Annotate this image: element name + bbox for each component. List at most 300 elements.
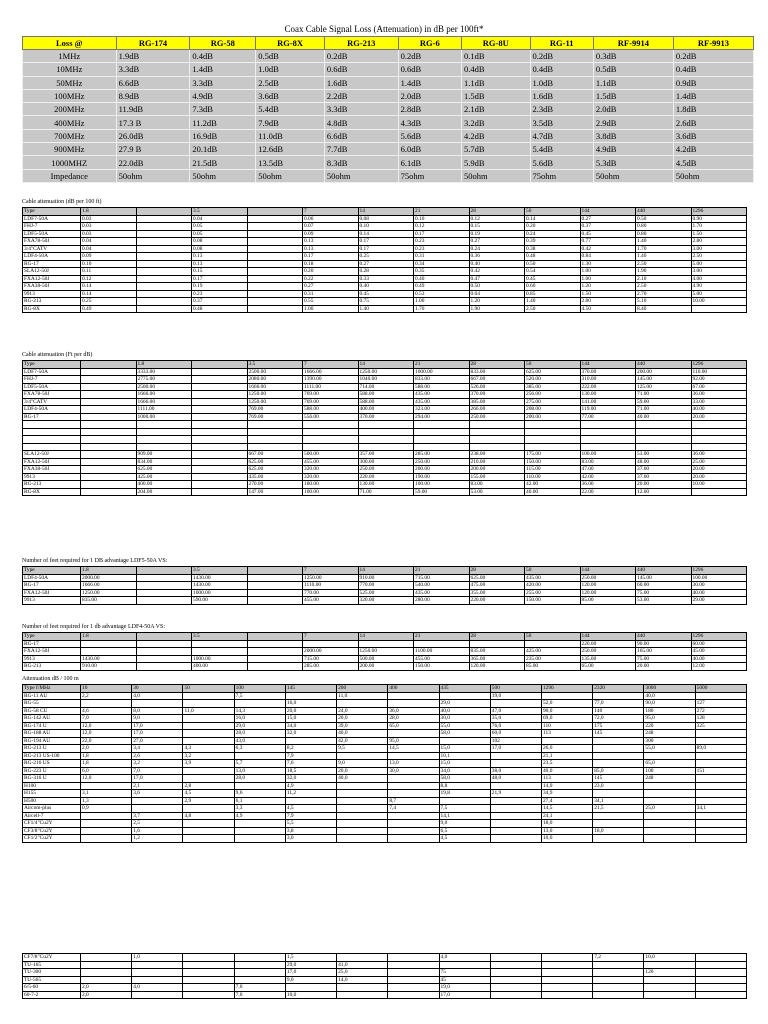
value-cell: 1111.00 [136,406,192,414]
value-cell: 15,0 [439,760,490,768]
value-cell [81,827,132,835]
value-cell [636,421,692,429]
value-cell: 71.00 [636,391,692,399]
value-cell: 455.00 [303,597,359,605]
value-cell: 175 [593,722,644,730]
value-cell: 151 [695,767,746,775]
value-cell [358,421,414,429]
summary-row [23,143,754,156]
value-cell: 400.00 [192,663,248,671]
summary-cell: 6.6dB [324,129,398,142]
value-cell: 2.50 [636,283,692,291]
row-type-cell: RG-8X [23,305,81,313]
summary-cell: 200MHz [23,103,117,116]
summary-cell: 0.4dB [530,63,593,76]
value-cell [247,260,303,268]
value-cell: 588.00 [358,391,414,399]
value-cell [490,835,541,843]
value-cell [695,752,746,760]
value-cell: 60.00 [636,582,692,590]
value-cell: 0.49 [414,283,470,291]
table-row [23,984,747,992]
value-cell [541,984,592,992]
value-cell [644,790,695,798]
value-cell: 770.00 [303,589,359,597]
value-cell [247,582,303,590]
summary-header-cell: RG-8X [256,37,325,50]
value-cell: 7,5 [439,805,490,813]
summary-cell: 0.9dB [673,76,753,89]
value-cell [593,835,644,843]
value-cell: 6,1 [234,797,285,805]
value-cell: 14,0 [541,782,592,790]
value-cell: 0.80 [636,230,692,238]
value-cell: 0.38 [525,245,581,253]
value-cell [247,283,303,291]
table-row [23,835,747,843]
value-cell: 7,0 [132,767,183,775]
table-row [23,812,747,820]
value-cell: 180.00 [303,481,359,489]
value-cell: 0.03 [81,230,137,238]
value-cell: 180 [644,707,695,715]
row-type-cell: LDF4-50A [23,574,81,582]
value-cell: 75 [439,969,490,977]
row-type-cell [23,421,81,429]
value-cell: 110 [541,722,592,730]
value-cell: 2,0 [81,745,132,753]
table-header-row [23,685,747,693]
value-cell: 0.09 [303,230,359,238]
table-header-cell [192,361,248,369]
value-cell: 30.00 [691,582,747,590]
row-type-cell: H155 [23,790,81,798]
summary-cell: 5.7dB [461,143,530,156]
value-cell [593,991,644,999]
value-cell: 310.00 [580,376,636,384]
value-cell [303,443,359,451]
value-cell: 110.00 [691,368,747,376]
value-cell: 200.00 [414,466,470,474]
value-cell [580,428,636,436]
value-cell [695,976,746,984]
value-cell: 370.00 [469,391,525,399]
value-cell: 2080.00 [247,376,303,384]
summary-cell: 75ohm [530,169,593,182]
value-cell: 425.00 [136,473,192,481]
summary-cell: 6.1dB [398,156,461,169]
value-cell [81,700,132,708]
summary-cell: 27.9 B [116,143,190,156]
value-cell: 190.00 [414,473,470,481]
value-cell: 1,2 [132,835,183,843]
value-cell: 0.25 [358,253,414,261]
value-cell: 1100.00 [414,648,470,656]
table-header-cell: 440 [636,633,692,641]
value-cell: 9,0 [439,820,490,828]
summary-cell: 700MHz [23,129,117,142]
table-row [23,368,747,376]
value-cell: 2000.00 [81,574,137,582]
value-cell [644,797,695,805]
value-cell [695,961,746,969]
summary-cell: 1.5dB [593,89,673,102]
value-cell: 113 [541,775,592,783]
value-cell [183,767,234,775]
value-cell: 714.00 [358,383,414,391]
value-cell [644,812,695,820]
value-cell: 1430.00 [192,574,248,582]
value-cell: 0.36 [469,253,525,261]
value-cell: 40.00 [636,413,692,421]
value-cell: 15,0 [285,715,336,723]
attenuation-table [22,953,747,999]
value-cell: 53.00 [469,488,525,496]
summary-header-cell: RG-213 [324,37,398,50]
value-cell: 0.45 [525,275,581,283]
value-cell: 150.00 [525,597,581,605]
row-type-cell [23,428,81,436]
value-cell [695,835,746,843]
value-cell [695,820,746,828]
table-header-cell [81,361,137,369]
value-cell: 4,9 [285,782,336,790]
value-cell: 0.14 [525,215,581,223]
value-cell [81,640,137,648]
value-cell [81,421,137,429]
value-cell [593,820,644,828]
table-header-cell: 10 [81,685,132,693]
value-cell [136,655,192,663]
summary-cell: 4.8dB [324,116,398,129]
value-cell: 910.00 [358,574,414,582]
value-cell [132,961,183,969]
value-cell: 0.24 [525,230,581,238]
value-cell [469,421,525,429]
value-cell: 20.00 [636,663,692,671]
value-cell: 0.14 [358,230,414,238]
value-cell [469,640,525,648]
table-header-row [23,567,747,575]
summary-cell: 10MHz [23,63,117,76]
value-cell: 0.23 [414,245,470,253]
table-header-cell: 14 [358,208,414,216]
summary-cell: 3.3dB [190,76,256,89]
table-header-cell: 50 [525,361,581,369]
value-cell [192,436,248,444]
row-type-cell: RG-213 [23,663,81,671]
value-cell: 12,0 [81,775,132,783]
value-cell: 140 [593,707,644,715]
value-cell: 0.14 [81,290,137,298]
value-cell [81,443,137,451]
value-cell: 13,0 [234,767,285,775]
value-cell: 120.00 [469,663,525,671]
value-cell [192,466,248,474]
value-cell: 3,8 [285,827,336,835]
table-row [23,466,747,474]
value-cell: 2.50 [691,253,747,261]
value-cell: 24,0 [337,707,388,715]
summary-cell: 5.4dB [256,103,325,116]
value-cell: 17,0 [490,745,541,753]
value-cell [81,428,137,436]
value-cell: 400.00 [358,406,414,414]
value-cell: 1430.00 [192,582,248,590]
value-cell: 0.08 [358,215,414,223]
table-row [23,283,747,291]
row-type-cell: FXA78-50J [23,238,81,246]
summary-cell: 0.3dB [593,50,673,63]
value-cell: 370.00 [580,368,636,376]
value-cell [136,574,192,582]
value-cell [490,991,541,999]
value-cell: 320.00 [303,466,359,474]
value-cell [183,991,234,999]
summary-cell: 4.3dB [398,116,461,129]
value-cell: 2.80 [580,298,636,306]
value-cell: 4,5 [439,835,490,843]
value-cell: 17,0 [285,969,336,977]
value-cell [247,238,303,246]
value-cell: 275.00 [525,398,581,406]
table-header-cell: 144 [580,633,636,641]
value-cell [136,582,192,590]
value-cell [81,954,132,962]
value-cell: 11,0 [183,707,234,715]
value-cell: 280.00 [414,597,470,605]
value-cell: 0.17 [414,230,470,238]
value-cell [337,835,388,843]
value-cell: 90,0 [541,707,592,715]
summary-cell: 400MHz [23,116,117,129]
value-cell: 1.40 [636,238,692,246]
value-cell: 16,0 [234,715,285,723]
summary-row [23,103,754,116]
value-cell [695,782,746,790]
value-cell: 60.00 [691,640,747,648]
value-cell [644,961,695,969]
row-type-cell: RG-216 US [23,760,81,768]
value-cell [695,730,746,738]
value-cell [285,984,336,992]
value-cell: 0.13 [192,253,248,261]
table-header-row [23,361,747,369]
summary-cell: 0.4dB [673,63,753,76]
value-cell: 1666.00 [303,368,359,376]
value-cell [81,466,137,474]
table-row [23,260,747,268]
value-cell: 17,0 [132,730,183,738]
value-cell: 23,5 [541,760,592,768]
value-cell: 0.40 [469,260,525,268]
value-cell: 30,0 [439,715,490,723]
value-cell: 147.00 [247,488,303,496]
value-cell: 1,8 [81,760,132,768]
value-cell [490,969,541,977]
value-cell: 834.00 [136,458,192,466]
value-cell [388,730,439,738]
value-cell: 0.05 [192,230,248,238]
value-cell: 0.80 [636,223,692,231]
value-cell: 220.00 [358,473,414,481]
summary-row [23,89,754,102]
table-row [23,298,747,306]
value-cell [388,812,439,820]
table-header-cell: 7 [303,567,359,575]
table-header-cell: 1.8 [81,567,137,575]
value-cell: 12,0 [81,722,132,730]
value-cell [136,640,192,648]
value-cell [337,790,388,798]
summary-cell: 50ohm [324,169,398,182]
value-cell: 69,0 [541,715,592,723]
summary-cell: 1.0dB [530,76,593,89]
value-cell [644,835,695,843]
summary-cell: 3.6dB [256,89,325,102]
value-cell [136,215,192,223]
table-row [23,722,747,730]
value-cell [691,488,747,496]
summary-cell: 12.6dB [256,143,325,156]
table-header-cell: Type [23,633,81,641]
table-row [23,443,747,451]
value-cell: 14,1 [439,812,490,820]
summary-header-cell: RF-9913 [673,37,753,50]
value-cell: 45.00 [691,648,747,656]
value-cell: 14,0 [337,976,388,984]
value-cell [490,976,541,984]
value-cell: 21,9 [490,790,541,798]
value-cell [695,790,746,798]
value-cell: 65.00 [580,663,636,671]
value-cell: 1000.00 [192,589,248,597]
value-cell: 0.33 [358,275,414,283]
summary-cell: 5.3dB [593,156,673,169]
value-cell [81,451,137,459]
value-cell [136,421,192,429]
value-cell: 77,0 [593,700,644,708]
value-cell: 540.00 [414,582,470,590]
value-cell [136,268,192,276]
row-type-cell [23,436,81,444]
value-cell: 2.10 [636,275,692,283]
table-row [23,481,747,489]
value-cell: 55,0 [644,745,695,753]
value-cell [541,969,592,977]
value-cell [541,954,592,962]
value-cell: 113 [541,730,592,738]
value-cell [247,298,303,306]
value-cell: 1250.00 [358,368,414,376]
value-cell: 18,5 [285,767,336,775]
table-row [23,745,747,753]
value-cell [285,737,336,745]
table-header-cell: 7 [303,633,359,641]
summary-cell: 1.4dB [673,89,753,102]
summary-cell: 50ohm [116,169,190,182]
table-header-cell: 1296 [691,208,747,216]
value-cell: 0.12 [414,223,470,231]
value-cell: 0.50 [636,215,692,223]
value-cell [490,984,541,992]
row-type-cell: 9913 [23,473,81,481]
value-cell: 2.50 [636,260,692,268]
value-cell [247,290,303,298]
value-cell: 2500.00 [247,368,303,376]
value-cell: 110.00 [525,473,581,481]
value-cell: 1.40 [525,298,581,306]
table-header-cell: 50 [525,208,581,216]
row-type-cell: LDF4-50A [23,406,81,414]
value-cell: 220.00 [580,640,636,648]
value-cell [192,368,248,376]
value-cell: 590.00 [192,597,248,605]
value-cell: 385.00 [525,383,581,391]
table-row [23,428,747,436]
table-row [23,760,747,768]
value-cell: 525.00 [358,589,414,597]
value-cell [388,976,439,984]
value-cell: 355.00 [469,589,525,597]
summary-cell: 4.9dB [593,143,673,156]
value-cell: 1.50 [691,230,747,238]
value-cell: 9,0 [132,715,183,723]
value-cell [388,961,439,969]
value-cell: 17,0 [439,991,490,999]
value-cell: 769.00 [303,398,359,406]
value-cell [192,428,248,436]
value-cell [192,383,248,391]
value-cell: 1.00 [580,275,636,283]
summary-cell: 3.5dB [530,116,593,129]
value-cell [593,692,644,700]
value-cell [234,827,285,835]
value-cell: 0.34 [414,260,470,268]
value-cell: 420.00 [525,582,581,590]
value-cell [234,961,285,969]
value-cell [388,692,439,700]
value-cell: 53.00 [636,451,692,459]
value-cell: 65,0 [388,722,439,730]
value-cell: 4.00 [691,275,747,283]
value-cell: 0.07 [303,223,359,231]
table-row [23,451,747,459]
summary-header-cell: RG-174 [116,37,190,50]
value-cell [183,961,234,969]
value-cell [593,984,644,992]
value-cell: 76,0 [490,722,541,730]
value-cell [439,692,490,700]
value-cell [247,230,303,238]
value-cell [695,969,746,977]
value-cell [691,436,747,444]
value-cell: 12,0 [81,730,132,738]
value-cell [358,436,414,444]
value-cell: 0.27 [580,215,636,223]
table-row [23,488,747,496]
value-cell [183,730,234,738]
value-cell [388,954,439,962]
value-cell: 165.00 [636,648,692,656]
row-type-cell: FXA38-50J [23,466,81,474]
value-cell: 2,6 [132,752,183,760]
table-header-cell: 435 [439,685,490,693]
row-type-cell: LDF5-50A [23,230,81,238]
summary-cell: 20.1dB [190,143,256,156]
row-type-cell: CF3/8"Cu2Y [23,827,81,835]
value-cell [247,655,303,663]
